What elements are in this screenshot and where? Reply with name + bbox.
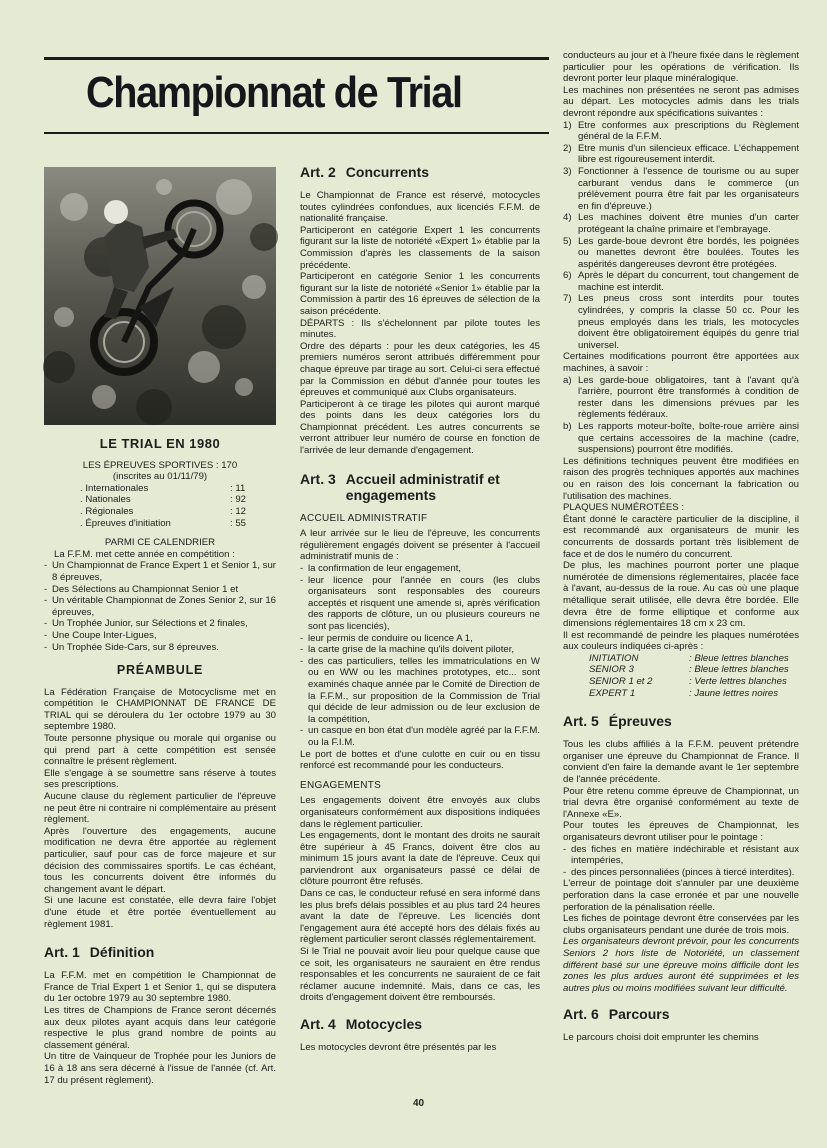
middle-column (300, 164, 540, 1089)
stats-subtitle: (inscrites au 01/11/79) (112, 471, 208, 483)
accueil-end: Le port de bottes et d'une culotte en cuir ou en tissu renforcé est recommandé pour les conducteurs. (300, 748, 540, 772)
art4-paragraph: Les motocycles devront être présentés par les (300, 1042, 497, 1053)
list-item: 4) Les machines doivent être munies d'un carter protégeant la chaîne primaire et l'embrayage. (563, 212, 799, 235)
plate-color-row: INITIATION : Bleue lettres blanches (589, 652, 789, 664)
trial-1980-heading: LE TRIAL EN 1980 (99, 436, 221, 451)
stat-row: . Nationales : 92 (80, 494, 247, 506)
stat-row: . Épreuves d'initiation : 55 (80, 517, 247, 529)
modif-intro: Certaines modifications pourront être apportées aux machines, à savoir : (563, 351, 799, 375)
art2-paragraph: DÉPARTS : Ils s'échelonnent par pilote toutes les minutes. (300, 317, 540, 341)
engagements-paragraph: Les engagements doivent être envoyés aux clubs organisateurs conformément aux dispositions indiquées dans le règlement particulier. (300, 795, 540, 830)
engagements-paragraph: Dans ce cas, le conducteur refusé en sera informé dans les plus brefs délais possibles et au plus tard 24 heures avant la date de l'épreuve. Les licenciés dont l'engagement aura été accepté hors des délais fixés au règlement particulier seront classés réglementairement. (300, 888, 540, 946)
list-item: - Un Trophée Junior, sur Sélections et 2 finales, (44, 618, 248, 630)
art5-italic-note: Les organisateurs devront prévoir, pour les concurrents Seniors 2 hors liste de Notoriété, un classement différent basé sur une épreuve moins difficile dont les zones les plus ardues auront été supprimées et les autres plus ou moins modifiées suivant leur difficulté. (563, 936, 799, 994)
art2-paragraph: Participeront en catégorie Senior 1 les concurrents figurant sur la liste de notoriété «Senior 1» établie par la Commission à partir des 16 épreuves de sélection de la saison précédente. (300, 271, 540, 317)
art2-paragraph: Participeront à ce tirage les pilotes qui auront marqué des points dans les deux catégories lors du Championnat précédent. Les autres concurrents se verront attribuer leur numéro de course en fonction de l'arrivée de leur demande d'engagement. (300, 398, 540, 457)
list-item: 7) Les pneus cross sont interdits pour toutes cylindrées, y compris la classe 50 cc. Pour les pneus employés dans les trials, les motocycles doivent être obligatoirement équipés du genre trial universel. (563, 293, 799, 351)
list-item: - des fiches en matière indéchirable et résistant aux intempéries, (563, 843, 799, 867)
title-bottom-rule (44, 132, 549, 134)
stat-row: . Régionales : 12 (80, 505, 247, 517)
art6-heading: Art. 6 Parcours (563, 1006, 670, 1023)
art2-paragraph: Ordre des départs : pour les deux catégories, les 45 premiers numéros seront attribués différemment pour chaque épreuve par tirage au sort. Celui-ci sera effectué par la Commission en début d'année pour toutes les épreuves et communiqué aux Clubs organisateurs. (300, 340, 540, 399)
art5-heading: Art. 5 Épreuves (563, 713, 672, 730)
list-item: - Un Trophée Side-Cars, sur 8 épreuves. (44, 641, 219, 653)
list-item: - Un véritable Championnat de Zones Senior 2, sur 16 épreuves, (44, 595, 276, 618)
calendar-intro: La F.F.M. met cette année en compétition : (54, 548, 235, 560)
plate-color-row: EXPERT 1 : Jaune lettres noires (589, 687, 779, 699)
engagements-paragraph: Les engagements, dont le montant des droits ne saurait être supérieur à 45 Francs, doivent être clos au minimum 15 jours avant la date de l'épreuve. Ceux qui parviendront aux organisateurs passé ce délai de clôture pourront être refusés. (300, 830, 540, 888)
page-number: 40 (413, 1098, 425, 1109)
list-item: - un casque en bon état d'un modèle agréé par la F.F.M. ou la F.I.M. (300, 725, 540, 748)
engagements-paragraph: Si le Trial ne pouvait avoir lieu pour quelque cause que ce soit, les organisateurs ne sauraient en être rendus responsables et les concurrents ne sauraient de ce fait réclamer aucune indemnité. Mais, dans ce cas, les droits d'engagement doivent être remboursés. (300, 946, 540, 1004)
preambule-paragraph: La Fédération Française de Motocyclisme met en compétition le CHAMPIONNAT DE FRANCE DE TRIAL qui se déroulera du 1er octobre 1979 au 30 septembre 1980. (44, 686, 276, 733)
stats-title: LES ÉPREUVES SPORTIVES : 170 (82, 459, 238, 471)
list-item: 6) Après le départ du concurrent, tout changement de machine est interdit. (563, 270, 799, 293)
plate-color-row: SENIOR 3 : Bleue lettres blanches (589, 664, 789, 676)
page-title: Championnat de Trial (86, 68, 462, 117)
after-modifs: Les définitions techniques peuvent être modifiées en raison des progrès techniques apportés aux machines ou en raison des lois concernant la fabrication ou l'utilisation des machines. (563, 455, 799, 502)
preambule-paragraph: Après l'ouverture des engagements, aucune modification ne devra être apportée au règlement particulier, sauf pour cas de force majeure et sur décision des commissaires sportifs. Le cas échéant, tous les concurrents doivent être informés du changement avant le départ. (44, 825, 276, 895)
art5-paragraph: Les fiches de pointage devront être conservées par les clubs organisateurs pendant une durée de trois mois. (563, 913, 799, 936)
title-top-rule (44, 57, 549, 60)
engagements-heading: ENGAGEMENTS (300, 779, 382, 791)
list-item: 5) Les garde-boue devront être bordés, les poignées ou manettes devront être boulées. Toutes les aspérités dangereuses devront être protégées. (563, 235, 799, 270)
art1-heading: Art. 1 Définition (44, 944, 155, 961)
list-item: 1) Etre conformes aux prescriptions du Règlement général de la F.F.M. (563, 119, 799, 143)
list-item: - leur permis de conduire ou licence A 1, (300, 632, 473, 644)
art2-heading: Art. 2 Concurrents (300, 164, 430, 180)
art1-paragraph: Les titres de Champions de France seront décernés aux deux pilotes ayant acquis dans leur catégorie respective le plus grand nombre de points au classement général. (44, 1004, 276, 1051)
list-item: - la confirmation de leur engagement, (300, 563, 462, 575)
list-item: - des pinces personnaliées (pinces à tiercé interdites). (563, 866, 795, 878)
right-column (563, 50, 799, 1090)
left-column (44, 434, 276, 1086)
art5-paragraph: Pour toutes les épreuves de Championnat, les organisateurs devront utiliser pour le pointage : (563, 820, 799, 843)
trial-rider-photo (44, 167, 276, 425)
preambule-paragraph: Aucune clause du règlement particulier de l'épreuve ne peut être ni contraire ni complémentaire au présent règlement. (44, 791, 276, 826)
plates-paragraph: Étant donné le caractère particulier de la discipline, il est recommandé aux organisateurs de munir les concurrents de dossards portant très lisiblement de face et de dos le numéro du concurrent. (563, 513, 799, 560)
list-item: - Des Sélections au Championnat Senior 1 et (44, 583, 239, 595)
art4-heading: Art. 4 Motocycles (300, 1016, 423, 1032)
list-item: - Un Championnat de France Expert 1 et Senior 1, sur 8 épreuves, (44, 560, 276, 583)
art6-paragraph: Le parcours choisi doit emprunter les chemins (563, 1032, 759, 1044)
list-item: 3) Fonctionner à l'essence de tourisme ou au super carburant vendus dans le commerce (un prélèvement pourra être fait par les organisateurs en fin d'épreuve.) (563, 165, 799, 212)
right-intro: Les machines non présentées ne seront pas admises au départ. Les motocycles admis dans les trials devront répondre aux spécifications suivantes : (563, 84, 799, 119)
list-item: 2) Etre munis d'un silencieux efficace. L'échappement libre est rigoureusement interdit. (563, 142, 799, 166)
plates-paragraph: De plus, les machines pourront porter une plaque numérotée de dimensions réglementaires, placée face à l'avant, au-dessus de la roue. Au cas où une plaque métallique serait utilisée, elle devra être bordée. Elle devra être de forme elliptique et conforme aux dimensions réglementaires 18 cm x 23 cm. (563, 560, 799, 630)
plate-color-row: SENIOR 1 et 2 : Verte lettres blanches (589, 676, 787, 688)
right-intro: conducteurs au jour et à l'heure fixée dans le règlement particulier pour les opérations de vérification. Ils devront porter leur plaque minéralogique. (563, 50, 799, 85)
art5-paragraph: Pour être retenu comme épreuve de Championnat, un trial devra être organisé conformément au texte de l'Annexe «E». (563, 785, 799, 820)
plates-heading: PLAQUES NUMÉROTÉES : (563, 502, 685, 514)
list-item: - leur licence pour l'année en cours (les clubs organisateurs sont responsables des coureurs acceptés et risquent une amende si, après vérification des rapports de clôture, un ou plusieurs coureurs ne sont pas licenciés), (300, 574, 540, 632)
preambule-paragraph: Si une lacune est constatée, elle devra faire l'objet d'une étude et être portée éventuellement au règlement 1981. (44, 895, 276, 930)
art3-heading: Art. 3 Accueil administratif et engagements (300, 470, 500, 503)
calendar-title: PARMI CE CALENDRIER (104, 537, 216, 549)
preambule-paragraph: Elle s'engage à se soumettre sans réserve à toutes ses prescriptions. (44, 767, 276, 791)
stat-row: . Internationales : 11 (80, 482, 246, 494)
art1-paragraph: La F.F.M. met en compétition le Championnat de France de Trial Expert 1 et Senior 1, qui se disputera du 1er octobre 1979 au 30 septembre 1980. (44, 970, 276, 1005)
list-item: a) Les garde-boue obligatoires, tant à l'avant qu'à l'arrière, pourront être transformés à condition de rester dans les dimensions prévues par les règlements fédéraux. (563, 374, 799, 421)
accueil-intro: A leur arrivée sur le lieu de l'épreuve, les concurrents régulièrement engagés doivent se présenter à l'accueil administratif munis de : (300, 528, 540, 563)
art2-paragraph: Le Championnat de France est réservé, motocycles toutes cylindrées confondues, aux licenciés F.F.M. de nationalité française. (300, 190, 540, 225)
accueil-heading: ACCUEIL ADMINISTRATIF (300, 512, 428, 524)
list-item: - des cas particuliers, telles les immatriculations en W ou en WW ou les machines prototypes, etc... sont examinés chaque année par le Comité de Direction de la F.F.M., sur proposition de la Commission de Trial qui décide de leur admission ou de leur exclusion de la compétition, (300, 655, 540, 725)
art1-paragraph: Un titre de Vainqueur de Trophée pour les Juniors de 16 à 18 ans sera décerné à l'issue de l'année (cf. Art. 17 du présent règlement). (44, 1051, 276, 1086)
preambule-heading: PRÉAMBULE (116, 663, 204, 678)
art5-paragraph: Tous les clubs affiliés à la F.F.M. peuvent prétendre organiser une épreuve du Championnat de France. Il convient d'en faire la demande avant le 1er septembre de l'année précédente. (563, 739, 799, 786)
plates-paragraph: Il est recommandé de peindre les plaques numérotées aux couleurs indiquées ci-après : (563, 629, 799, 653)
art2-paragraph: Participeront en catégorie Expert 1 les concurrents figurant sur la liste de notoriété «Expert 1» établie par la Commission d'après les classements de la saison précédente. (300, 224, 540, 271)
list-item: - la carte grise de la machine qu'ils doivent piloter, (300, 644, 515, 656)
preambule-paragraph: Toute personne physique ou morale qui organise ou qui prend part à cette compétition est sensée connaître le présent règlement. (44, 733, 276, 768)
art5-paragraph: L'erreur de pointage doit s'annuler par une deuxième perforation dans la case erronée et par une nouvelle perforation de la pénalisation réelle. (563, 878, 799, 913)
list-item: b) Les rapports moteur-boîte, boîte-roue arrière ainsi que certains accessoires de la machine (cadre, suspensions) pourront être modifiés. (563, 421, 799, 456)
list-item: - Une Coupe Inter-Ligues, (44, 629, 157, 641)
